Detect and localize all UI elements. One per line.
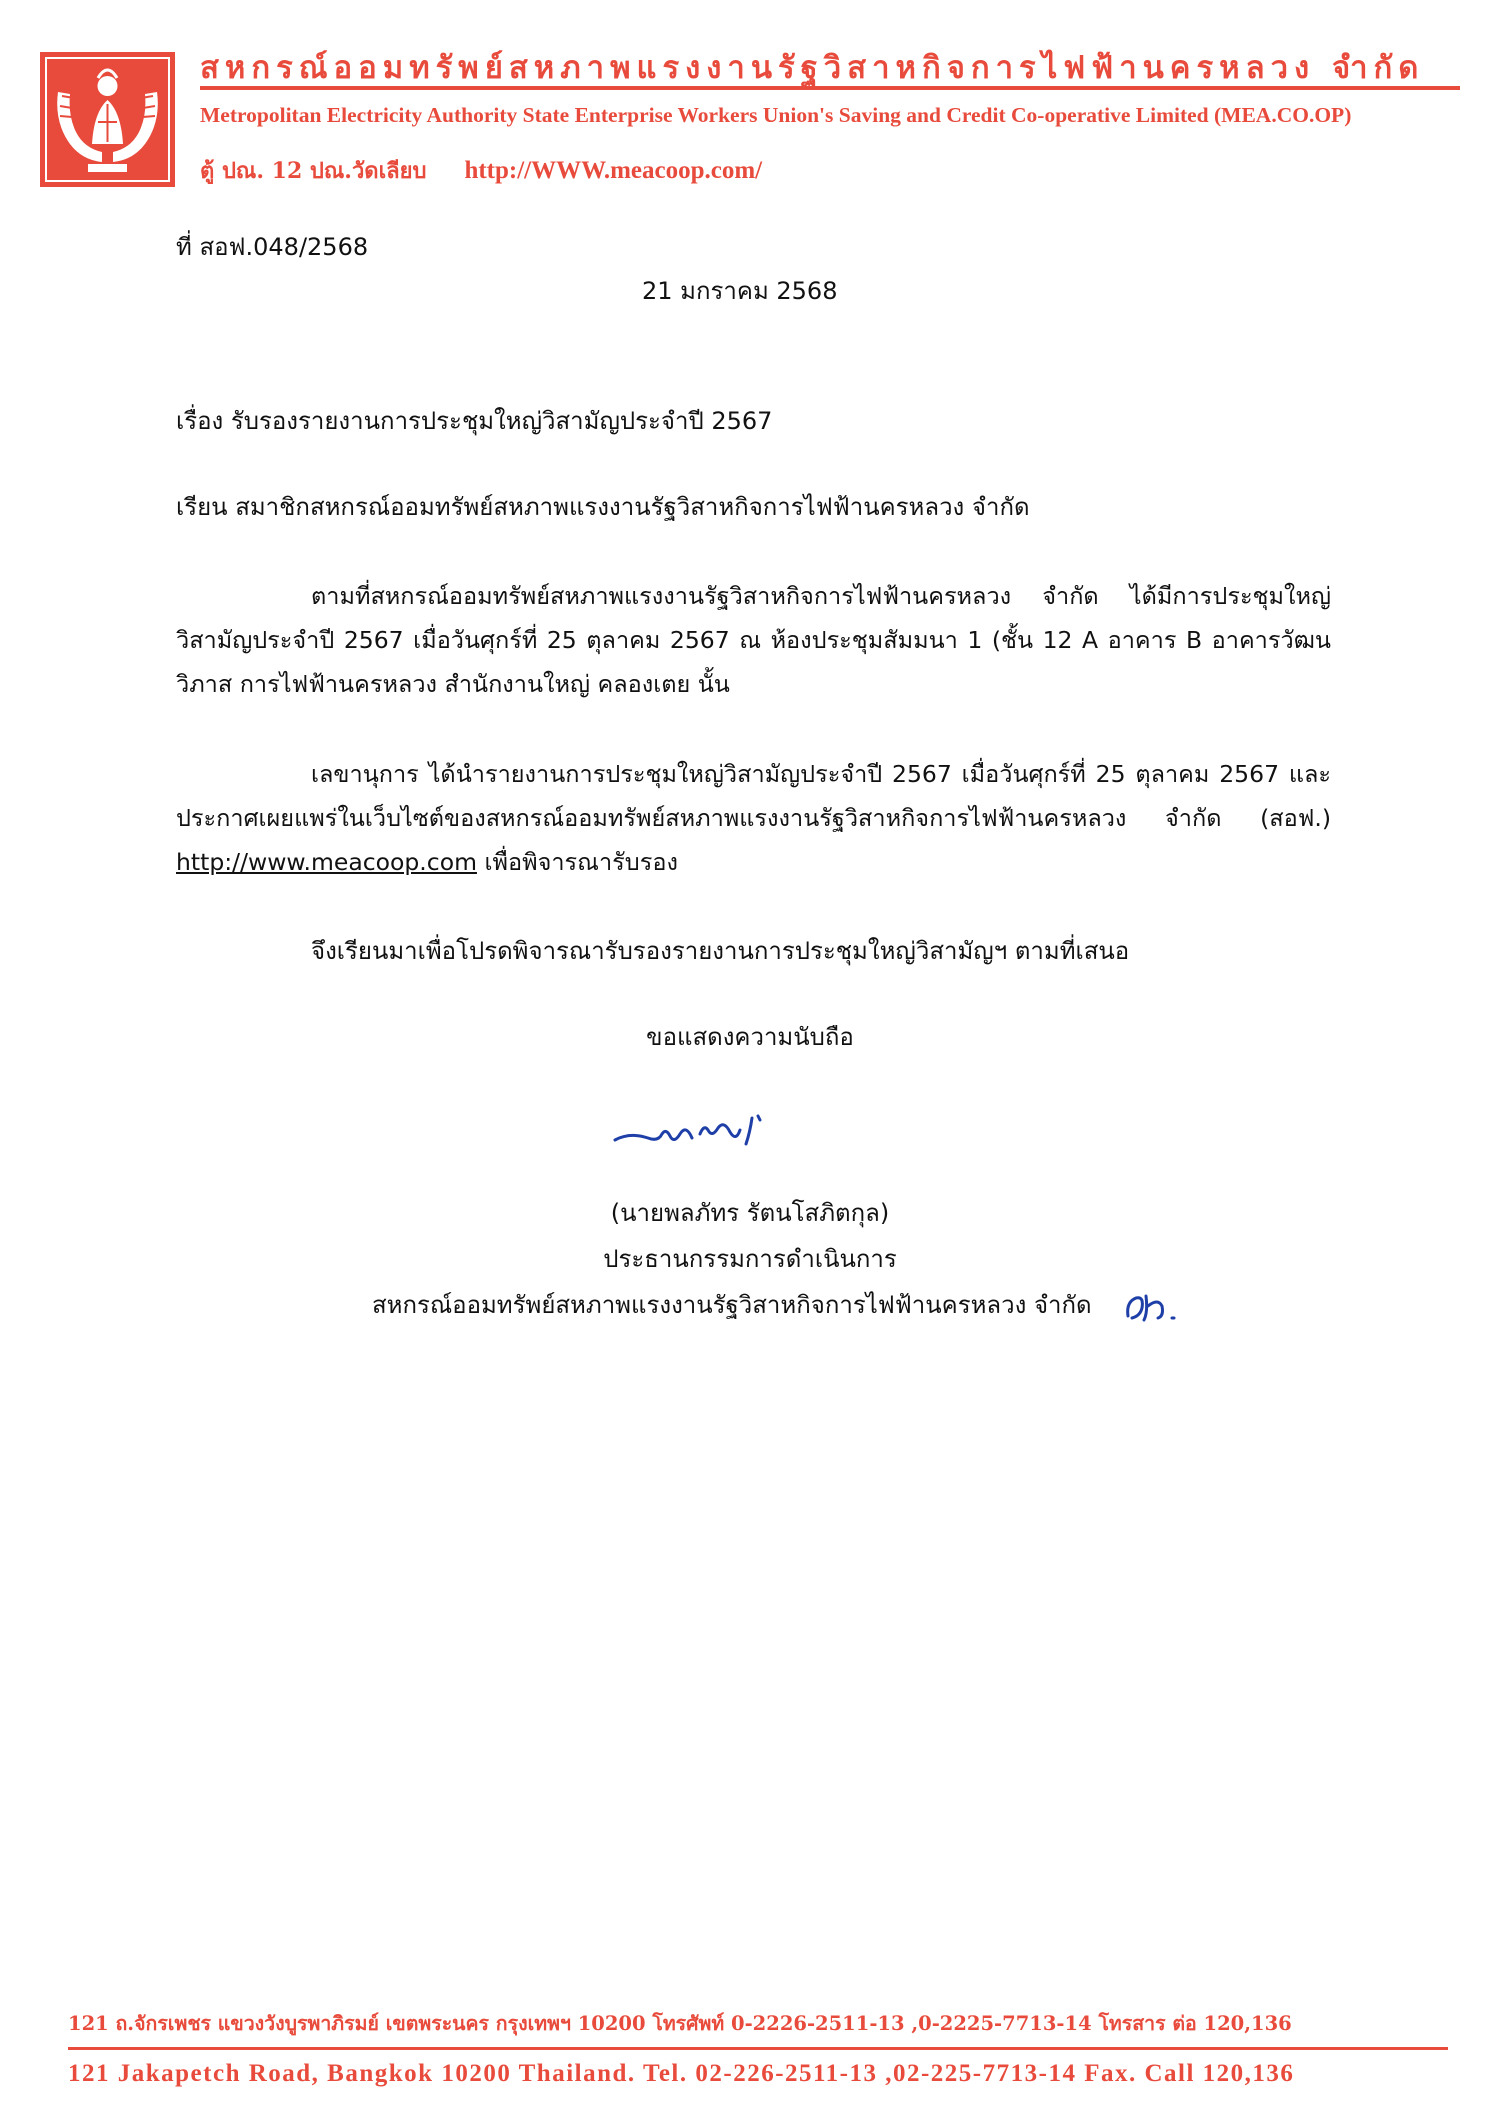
footer-english-address: 121 Jakapetch Road, Bangkok 10200 Thailand. Tel. 02-226-2511-13 ,02-225-7713-14 Fax. Call 120,136 — [68, 2060, 1295, 2087]
paragraph-request: จึงเรียนมาเพื่อโปรดพิจารณารับรองรายงานการประชุมใหญ่วิสามัญฯ ตามที่เสนอ — [311, 937, 1130, 965]
paragraph-report-text: เลขานุการ ได้นำรายงานการประชุมใหญ่วิสามัญประจำปี 2567 เมื่อวันศุกร์ที่ 25 ตุลาคม 2567 และประกาศเผยแพร่ในเว็บไซต์ของสหกรณ์ออมทรัพย์สหภาพแรงงานรัฐวิสาหกิจการไฟฟ้านครหลวง จำกัด (สอฟ.) — [176, 760, 1331, 832]
document-date: 21 มกราคม 2568 — [642, 277, 838, 305]
letter-recipient: เรียน สมาชิกสหกรณ์ออมทรัพย์สหภาพแรงงานรัฐวิสาหกิจการไฟฟ้านครหลวง จำกัด — [176, 493, 1030, 521]
letter-subject: เรื่อง รับรองรายงานการประชุมใหญ่วิสามัญประจำปี 2567 — [176, 407, 773, 435]
footer-divider — [68, 2047, 1448, 2050]
cooperative-emblem-icon — [40, 52, 175, 187]
meacoop-website-link[interactable]: http://www.meacoop.com — [176, 848, 477, 876]
document-reference-number: ที่ สอฟ.048/2568 — [176, 233, 369, 261]
paragraph-report-end: เพื่อพิจารณารับรอง — [484, 848, 678, 876]
po-box: ตู้ ปณ. 12 ปณ.วัดเลียบ — [200, 158, 427, 184]
cooperative-english-name: Metropolitan Electricity Authority State Enterprise Workers Union's Saving and Credit Co-operative Limited (MEA.CO.OP) — [200, 103, 1352, 127]
signatory-name: (นายพลภัทร รัตนโสภิตกุล) — [610, 1199, 890, 1227]
letterhead-divider — [200, 86, 1460, 90]
footer-thai-address: 121 ถ.จักรเพชร แขวงวังบูรพาภิรมย์ เขตพระนคร กรุงเทพฯ 10200 โทรศัพท์ 0-2226-2511-13 ,0-2225-7713-14 โทรสาร ต่อ 120,136 — [68, 2012, 1292, 2035]
handwritten-signature-icon — [600, 1098, 800, 1162]
handwritten-initials-icon — [1118, 1282, 1188, 1332]
paragraph-report-publication — [176, 752, 1331, 884]
paragraph-meeting-notice: ตามที่สหกรณ์ออมทรัพย์สหภาพแรงงานรัฐวิสาหกิจการไฟฟ้านครหลวง จำกัด ได้มีการประชุมใหญ่วิสามัญประจำปี 2567 เมื่อวันศุกร์ที่ 25 ตุลาคม 2567 ณ ห้องประชุมสัมมนา 1 (ชั้น 12 A อาคาร B อาคารวัฒนวิภาส การไฟฟ้านครหลวง สำนักงานใหญ่ คลองเตย นั้น — [176, 582, 1331, 698]
signatory-title: ประธานกรรมการดำเนินการ — [603, 1245, 897, 1273]
closing-salutation: ขอแสดงความนับถือ — [646, 1023, 854, 1051]
signatory-organization: สหกรณ์ออมทรัพย์สหภาพแรงงานรัฐวิสาหกิจการไฟฟ้านครหลวง จำกัด — [372, 1291, 1092, 1319]
cooperative-thai-name: สหกรณ์ออมทรัพย์สหภาพแรงงานรัฐวิสาหกิจการไฟฟ้านครหลวง จำกัด — [200, 50, 1425, 86]
letterhead-contact-line — [200, 153, 762, 188]
website-url: http://WWW.meacoop.com/ — [464, 157, 763, 184]
